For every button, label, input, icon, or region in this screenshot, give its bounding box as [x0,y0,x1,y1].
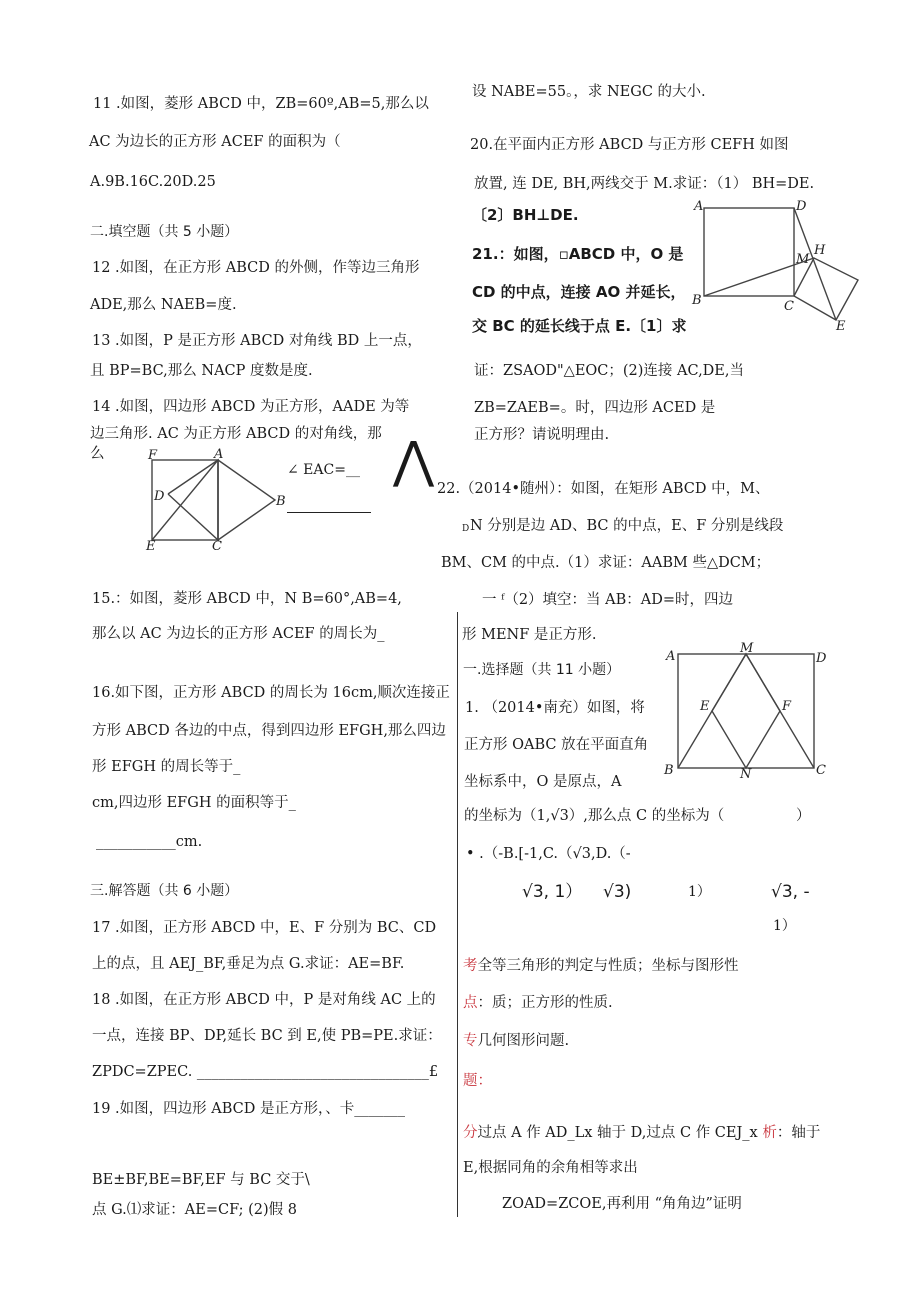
fig14-label-B: B [276,494,286,509]
caret-mark: ⋀ [393,431,435,489]
q21-line2: CD 的中点，连接 AO 并延长， [472,283,686,301]
q1-option-d-value-2: 1） [773,918,796,934]
q22-line4: 一 ᶠ（2）填空：当 AB：AD=时，四边 [482,592,734,608]
fig20-label-E: E [836,319,846,334]
section3-title: 三.解答题（共 6 小题） [90,883,239,899]
fenxi-line3: ZOAD=ZCOE,再利用 “角角边”证明 [502,1196,742,1212]
q20-line2: 放置, 连 DE, BH,两线交于 M.求证：（1） BH=DE. [474,176,815,192]
q21-line1: 21.：如图，▫ABCD 中，O 是 [472,245,684,263]
fig14-triangle [218,460,275,540]
q16-line1: 16.如下图，正方形 ABCD 的周长为 16cm,顺次连接正 [92,685,450,701]
q11-options: A.9B.16C.20D.25 [90,174,216,190]
q18-line1: 18 .如图，在正方形 ABCD 中，P 是对角线 AC 上的 [92,992,436,1008]
q20-figure [690,196,865,336]
fig20-label-B: B [692,293,702,308]
fig22-menf [712,654,780,768]
dian-tag: 点 [463,995,478,1011]
q13-line1: 13 .如图，P 是正方形 ABCD 对角线 BD 上一点， [92,333,422,349]
q12-line2: ADE,那么 NAEB=度. [90,297,237,313]
fig22-label-C: C [816,763,826,778]
q22-line5: 形 MENF 是正方形. [462,627,597,643]
q19-line1: 19 .如图，四边形 ABCD 是正方形，、卡_______ [92,1101,406,1117]
q16-line3: 形 EFGH 的周长等于_ [92,759,241,775]
q14-line3: 么 [90,446,105,462]
dian-text: ：质；正方形的性质. [477,995,613,1011]
fig22-label-M: M [740,642,754,656]
q17-line2: 上的点，且 AEJ_BF,垂足为点 G.求证：AE=BF. [92,956,405,972]
q1-line1: 1. （2014•南充）如图，将 [465,700,645,716]
q14-line1: 14 .如图，四边形 ABCD 为正方形，AADE 为等 [92,399,410,415]
section2-title: 二.填空题（共 5 小题） [90,224,239,240]
fig20-label-A: A [694,199,704,214]
q20-line1: 20.在平面内正方形 ABCD 与正方形 CEFH 如图 [470,137,789,153]
zhuan-row [463,1033,569,1050]
q14-answer-line [287,512,371,513]
fig22-rectangle [678,654,814,768]
kao-tag: 考 [463,958,478,974]
q1-line3: 坐标系中，O 是原点，A [464,774,622,790]
q15-line2: 那么以 AC 为边长的正方形 ACEF 的周长为_ [92,626,385,642]
q14-figure [140,448,290,552]
q1-line4-close: ） [796,808,811,824]
q22-figure [660,642,830,778]
fig22-label-N: N [740,767,752,778]
q15-line1: 15.：如图，菱形 ABCD 中，N B=60°,AB=4, [92,591,402,607]
fig20-label-H: H [814,243,826,258]
fig14-rhombus [168,460,218,540]
q19-line2: BE±BF,BE=BF,EF 与 BC 交于\ [92,1172,310,1188]
q19-continuation: 设 NABE=55。，求 NEGC 的大小. [472,84,706,100]
q1-options: • .（-B.[-1,C.（√3,D.（- [466,846,631,862]
q21-line4: 证：ZSAOD"△EOC；(2)连接 AC,DE,当 [474,363,745,379]
xi-tag: 析 [762,1125,777,1141]
q13-line2: 且 BP=BC,那么 NACP 度数是度. [90,363,313,379]
q20-line3: 〔2〕BH⊥DE. [472,206,579,224]
q22-line2-prefix: D [462,524,470,534]
q16-line4: cm,四边形 EFGH 的面积等于_ [92,795,296,811]
fig14-label-F: F [148,448,158,463]
q12-line1: 12 .如图，在正方形 ABCD 的外侧，作等边三角形 [92,260,420,276]
fig14-label-C: C [212,539,222,552]
fig22-label-B: B [664,763,674,778]
q21-line3: 交 BC 的延长线于点 E.〔1〕求 [472,317,687,335]
q17-line1: 17 .如图，正方形 ABCD 中，E、F 分别为 BC、CD [92,920,437,936]
column-divider [457,612,458,1217]
q11-line1: 11 .如图，菱形 ABCD 中，ZB=60º,AB=5,那么以 [93,96,429,112]
xi-text: ：轴于 [776,1125,821,1141]
ti-tag: 题 [463,1073,478,1089]
fig14-label-E: E [146,539,156,552]
fig22-label-F: F [782,699,792,714]
q16-line2: 方形 ABCD 各边的中点，得到四边形 EFGH,那么四边 [92,723,446,739]
fig22-label-A: A [666,649,676,664]
q22-line1: 22.（2014•随州）：如图，在矩形 ABCD 中，M、 [437,481,770,497]
fig20-square-cefh [794,258,858,320]
q1-line2: 正方形 OABC 放在平面直角 [464,737,649,753]
fen-tag: 分 [463,1125,478,1141]
fig22-label-D: D [816,651,827,666]
q1-option-c-value: 1） [688,884,711,900]
zhuan-text: 几何图形问题. [477,1033,570,1049]
q22-line3: BM、CM 的中点.（1）求证：AABM 些△DCM； [441,555,771,571]
q1-option-a-value: √3, 1） [522,882,583,902]
q21-line6: 正方形？请说明理由. [474,427,610,443]
q1-option-d-value: √3, - [771,882,810,902]
ti-row [463,1073,492,1090]
zhuan-tag: 专 [463,1033,478,1049]
fig22-label-E: E [700,699,710,714]
fig20-label-C: C [784,299,794,314]
q21-line5: ZB=ZAEB=。时，四边形 ACED 是 [474,400,716,416]
q18-line3: ZPDC=ZPEC. ________________________________£ [92,1064,439,1080]
q22-line2: N 分别是边 AD、BC 的中点，E、F 分别是线段 [470,518,784,534]
q11-line2: AC 为边长的正方形 ACEF 的面积为（ [89,134,341,150]
fen-text: 过点 A 作 AD_Lx 轴于 D,过点 C 作 CEJ_x [477,1125,763,1141]
q1-option-b-value: √3) [603,882,632,902]
kao-text: 全等三角形的判定与性质；坐标与图形性 [477,958,739,974]
q1-line4: 的坐标为（1,√3）,那么点 C 的坐标为（ [464,808,725,824]
q14-blank-text: ∠ EAC=__ [287,462,360,478]
q19-line3: 点 G.⑴求证：AE=CF; (2)假 8 [92,1202,297,1218]
ti-text: ： [477,1073,492,1089]
q14-line2: 边三角形. AC 为正方形 ABCD 的对角线，那 [90,426,382,442]
fig20-label-D: D [796,199,807,214]
fenxi-line2: E,根据同角的余角相等求出 [463,1160,638,1176]
fig20-square-abcd [704,208,794,296]
fig14-label-A: A [214,448,224,462]
fig22-bm-cm [678,654,814,768]
fenxi-row [463,1125,820,1142]
fig14-label-D: D [154,489,165,504]
section1-title: 一.选择题（共 11 小题） [463,662,621,678]
dian-row [463,995,613,1012]
fig20-label-M: M [796,252,810,267]
q18-line2: 一点，连接 BP、DP,延长 BC 到 E,使 PB=PE.求证： [92,1028,442,1044]
q16-line5: ___________cm. [96,834,203,850]
kaodian-row [463,958,739,975]
